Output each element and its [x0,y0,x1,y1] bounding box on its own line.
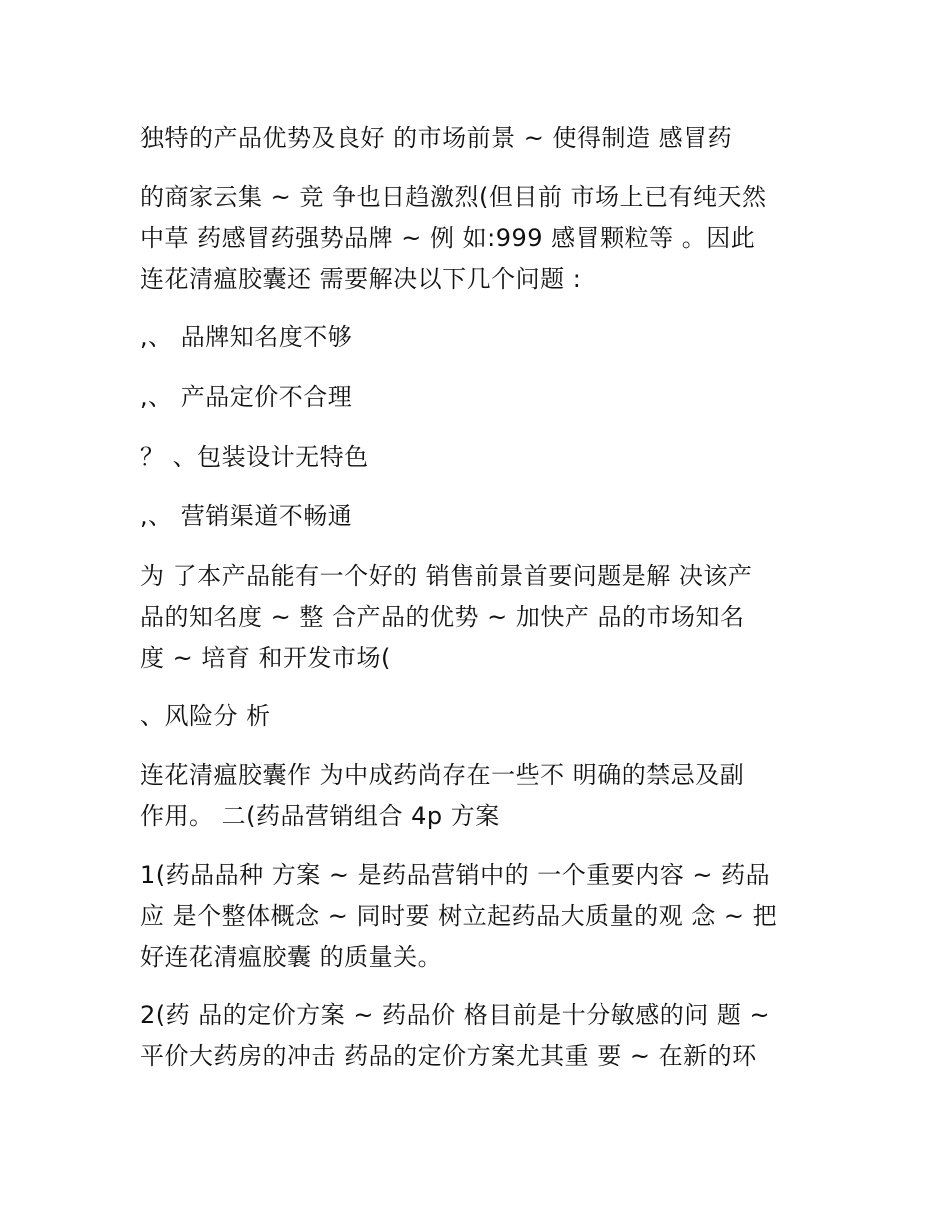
text-line: 独特的产品优势及良好 的市场前景 ~ 使得制造 感冒药 [140,124,733,152]
text-line: 连花清瘟胶囊还 需要解决以下几个问题 : [140,265,582,293]
text-line: 度 ~ 培育 和开发市场( [140,644,391,672]
text-line: ,、 营销渠道不畅通 [140,502,353,530]
text-line: 作用。 二(药品营销组合 4p 方案 [140,802,500,830]
paragraph-competition [140,177,820,300]
paragraph-product-plan [140,855,820,978]
list-item-packaging [140,437,820,478]
text-line: ？ 、包装设计无特色 [140,443,369,471]
text-line: 2(药 品的定价方案 ~ 药品价 格目前是十分敏感的问 题 ~ [140,1001,771,1029]
text-line: 好连花清瘟胶囊 的质量关。 [140,943,443,971]
text-line: 中草 药感冒药强势品牌 ~ 例 如:999 感冒颗粒等 。因此 [140,224,756,252]
section-heading-risk [140,696,820,737]
text-line: ,、 产品定价不合理 [140,383,353,411]
text-line: 应 是个整体概念 ~ 同时要 树立起药品大质量的观 念 ~ 把 [140,902,778,930]
paragraph-pricing-plan [140,995,820,1077]
paragraph-solution [140,556,820,679]
text-line: 为 了本产品能有一个好的 销售前景首要问题是解 决该产 [140,562,753,590]
text-line: 平价大药房的冲击 药品的定价方案尤其重 要 ~ 在新的环 [140,1042,757,1070]
paragraph-risk [140,755,820,837]
text-line: 1(药品品种 方案 ~ 是药品营销中的 一个重要内容 ~ 药品 [140,861,771,889]
list-item-channels [140,496,820,537]
list-item-brand [140,317,820,358]
paragraph-intro [140,118,820,159]
text-line: ,、 品牌知名度不够 [140,323,353,351]
text-line: 的商家云集 ~ 竞 争也日趋激烈(但目前 市场上已有纯天然 [140,183,767,211]
text-line: 品的知名度 ~ 整 合产品的优势 ~ 加快产 品的市场知名 [140,603,745,631]
text-line: 、风险分 析 [140,702,271,730]
text-line: 连花清瘟胶囊作 为中成药尚存在一些不 明确的禁忌及副 [140,761,745,789]
list-item-pricing [140,377,820,418]
